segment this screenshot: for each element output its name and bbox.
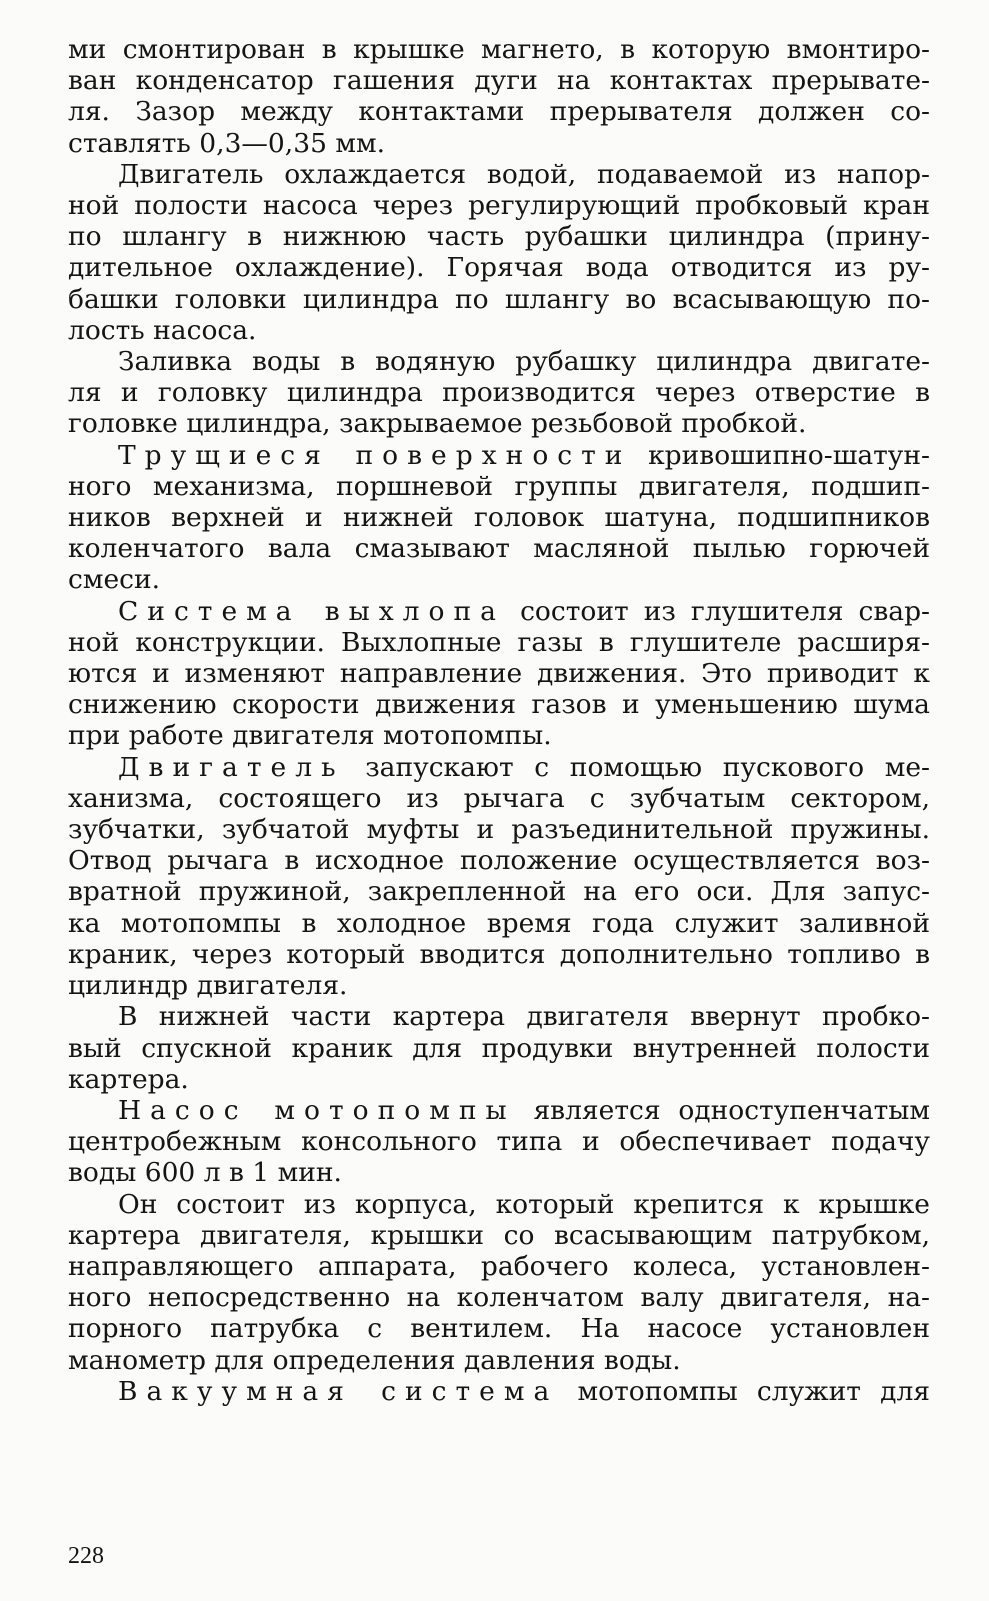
text-line-rest: является одноступенчатым (533, 1094, 930, 1126)
text-line: башки головки цилиндра по шлангу во всасывающую по- (68, 283, 930, 315)
spaced-term: Насос мотопомпы (118, 1094, 516, 1126)
text-line: головке цилиндра, закрываемое резьбовой пробкой. (68, 408, 807, 440)
paragraph-pump-parts (68, 1189, 930, 1376)
spaced-term: Двигатель (118, 751, 345, 783)
spaced-term: Система выхлопа (118, 595, 505, 627)
paragraph-starter (68, 752, 930, 1002)
text-line-rest: запускают с помощью пускового ме- (365, 751, 930, 783)
text-line (68, 1376, 930, 1407)
text-line: ников верхней и нижней головок шатуна, подшипников (68, 502, 930, 534)
text-line: ной полости насоса через регулирующий пробковый кран (68, 190, 930, 222)
text-line (68, 440, 930, 471)
text-line: Он состоит из корпуса, который крепится к крышке (118, 1188, 930, 1220)
spaced-term: Вакуумная система (118, 1375, 559, 1407)
text-line: при работе двигателя мотопомпы. (68, 720, 552, 752)
paragraph-crankcase-drain (68, 1001, 930, 1095)
text-line-rest: мотопомпы служит для (577, 1375, 930, 1407)
spaced-term: Трущиеся поверхности (118, 439, 632, 471)
text-line: ля и головку цилиндра производится через отверстие в (68, 377, 930, 409)
text-line: лость насоса. (68, 314, 257, 346)
text-line: ной конструкции. Выхлопные газы в глушителе расширя- (68, 626, 930, 658)
page-text (68, 34, 930, 1407)
paragraph-magneto (68, 34, 930, 159)
text-line: картера. (68, 1063, 189, 1095)
text-line: В нижней части картера двигателя ввернут пробко- (118, 1001, 930, 1033)
paragraph-exhaust (68, 596, 930, 752)
text-line-rest: кривошипно-шатун- (648, 439, 930, 471)
text-line (68, 1095, 930, 1126)
text-line: манометр для определения давления воды. (68, 1344, 681, 1376)
text-line: ются и изменяют направление движения. Это приводит к (68, 658, 930, 690)
text-line: воды 600 л в 1 мин. (68, 1157, 342, 1189)
text-line: ханизма, состоящего из рычага с зубчатым сектором, (68, 782, 930, 814)
text-line: направляющего аппарата, рабочего колеса, установлен- (68, 1250, 930, 1282)
text-line: дительное охлаждение). Горячая вода отводится из ру- (68, 252, 930, 284)
text-line: ми смонтирован в крышке магнето, в которую вмонтиро- (68, 34, 930, 65)
text-line: снижению скорости движения газов и уменьшению шума (68, 689, 930, 721)
text-line: Двигатель охлаждается водой, подаваемой из напор- (118, 158, 930, 190)
paragraph-lubrication (68, 440, 930, 596)
text-line: по шлангу в нижнюю часть рубашки цилиндра (прину- (68, 221, 930, 253)
text-line (68, 752, 930, 783)
text-line: вратной пружиной, закрепленной на его оси. Для запус- (68, 876, 930, 908)
paragraph-cooling (68, 159, 930, 346)
text-line: ного непосредственно на коленчатом валу двигателя, на- (68, 1282, 930, 1314)
text-line: центробежным консольного типа и обеспечивает подачу (68, 1126, 930, 1158)
paragraph-pump (68, 1095, 930, 1189)
text-line (68, 596, 930, 627)
text-line: смеси. (68, 564, 161, 596)
text-line: вый спускной краник для продувки внутренней полости (68, 1032, 930, 1064)
text-line: зубчатки, зубчатой муфты и разъединительной пружины. (68, 814, 930, 846)
text-line-rest: состоит из глушителя свар- (520, 595, 930, 627)
text-line: порного патрубка с вентилем. На насосе установлен (68, 1313, 930, 1345)
text-line: ного механизма, поршневой группы двигателя, подшип- (68, 470, 930, 502)
text-line: ван конденсатор гашения дуги на контактах прерывате- (68, 65, 930, 97)
paragraph-vacuum (68, 1376, 930, 1407)
text-line: ка мотопомпы в холодное время года служит заливной (68, 907, 930, 939)
text-line: ля. Зазор между контактами прерывателя должен со- (68, 96, 930, 128)
text-line: цилиндр двигателя. (68, 970, 348, 1002)
text-line: коленчатого вала смазывают масляной пылью горючей (68, 533, 930, 565)
text-line: Заливка воды в водяную рубашку цилиндра двигате- (118, 346, 930, 378)
text-line: Отвод рычага в исходное положение осуществляется воз- (68, 845, 930, 877)
text-line: картера двигателя, крышки со всасывающим патрубком, (68, 1219, 930, 1251)
text-line: ставлять 0,3—0,35 мм. (68, 127, 386, 159)
paragraph-water-fill (68, 346, 930, 440)
text-line: краник, через который вводится дополнительно топливо в (68, 938, 930, 970)
page-number: 228 (68, 1543, 104, 1569)
